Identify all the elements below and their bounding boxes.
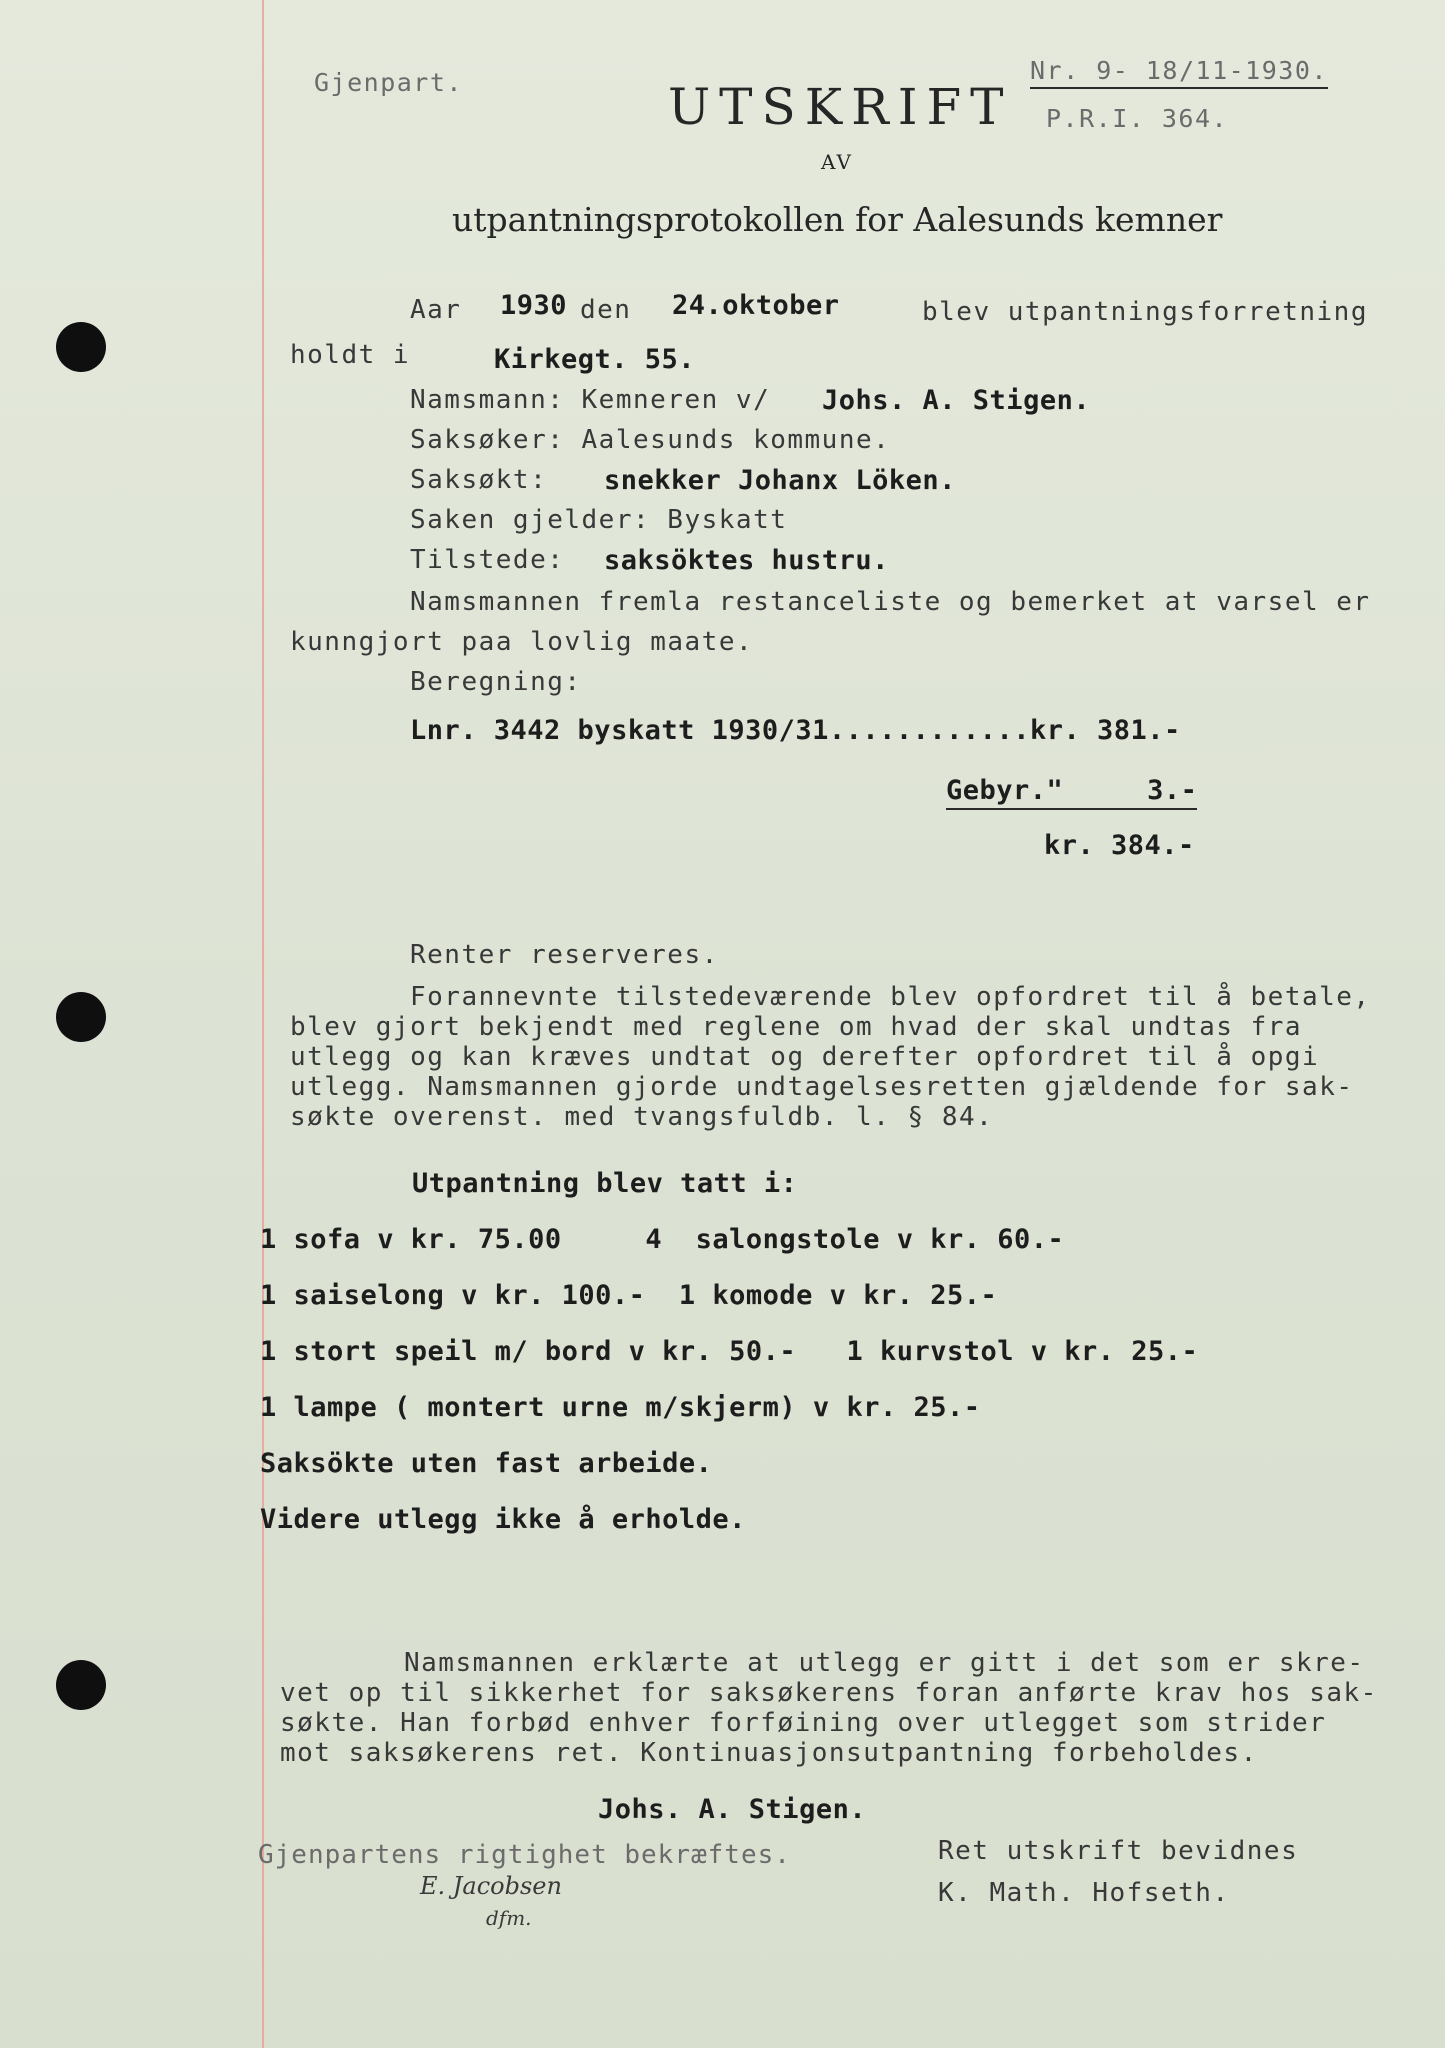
tilstede-value: saksöktes hustru. xyxy=(604,545,889,576)
den-label: den xyxy=(580,295,632,325)
saken-text: Saken gjelder: Byskatt xyxy=(410,505,788,535)
year-value: 1930 xyxy=(500,290,568,321)
signer-right: K. Math. Hofseth. xyxy=(938,1878,1230,1908)
blev-text: blev utpantningsforretning xyxy=(922,297,1368,327)
calculation-line: Lnr. 3442 byskatt 1930/31............kr. 381.- xyxy=(410,715,1181,746)
date-value: 24.oktober xyxy=(672,290,840,321)
paragraph2-line6: søkte overenst. med tvangsfuldb. l. § 84. xyxy=(290,1102,994,1132)
seizure-item: Saksökte uten fast arbeide. xyxy=(260,1448,713,1479)
paragraph3-line2: vet op til sikkerhet for saksøkerens foran anførte krav hos sak- xyxy=(280,1678,1378,1708)
paragraph3-line3: søkte. Han forbød enhver forføining over utlegget som strider xyxy=(280,1708,1327,1738)
reference-code: P.R.I. 364. xyxy=(1046,104,1229,133)
tilstede-label: Tilstede: xyxy=(410,545,565,575)
namsmann-signature: Johs. A. Stigen. xyxy=(598,1794,867,1825)
reference-number: Nr. 9- 18/11-1930. xyxy=(1030,56,1328,89)
seizure-item: Videre utlegg ikke å erholde. xyxy=(260,1504,746,1535)
saksokt-value: snekker Johanx Löken. xyxy=(604,465,956,496)
seizure-item: 1 stort speil m/ bord v kr. 50.- 1 kurvstol v kr. 25.- xyxy=(260,1336,1199,1367)
paragraph3-line1: Namsmannen erklærte at utlegg er gitt i det som er skre- xyxy=(404,1648,1365,1678)
handwritten-signature: E. Jacobsen xyxy=(420,1872,562,1900)
red-margin-line xyxy=(262,0,264,2048)
seizure-heading: Utpantning blev tatt i: xyxy=(412,1168,798,1199)
seizure-item: 1 sofa v kr. 75.00 4 salongstole v kr. 60.- xyxy=(260,1224,1065,1255)
paragraph1-line1: Namsmannen fremla restanceliste og bemerket at varsel er xyxy=(410,587,1371,617)
punch-hole-bottom xyxy=(56,1660,106,1710)
gebyr-line: Gebyr." 3.- xyxy=(946,775,1197,810)
holdt-label: holdt i xyxy=(290,340,411,370)
location-value: Kirkegt. 55. xyxy=(494,344,696,375)
aar-label: Aar xyxy=(410,295,462,325)
confirmation-right: Ret utskrift bevidnes xyxy=(938,1836,1299,1866)
paragraph2-line2: Forannevnte tilstedeværende blev opfordret til å betale, xyxy=(410,982,1371,1012)
confirmation-left: Gjenpartens rigtighet bekræftes. xyxy=(258,1840,791,1870)
namsmann-value: Johs. A. Stigen. xyxy=(822,385,1091,416)
seizure-item: 1 lampe ( montert urne m/skjerm) v kr. 25.- xyxy=(260,1392,981,1423)
seizure-item: 1 saiselong v kr. 100.- 1 komode v kr. 25.- xyxy=(260,1280,998,1311)
saksokt-label: Saksøkt: xyxy=(410,465,548,495)
handwritten-title: dfm. xyxy=(486,1906,532,1930)
paragraph1-line2: kunngjort paa lovlig maate. xyxy=(290,627,754,657)
paragraph2-line5: utlegg. Namsmannen gjorde undtagelsesretten gjældende for sak- xyxy=(290,1072,1354,1102)
av-label: AV xyxy=(821,150,853,174)
paragraph2-line1: Renter reserveres. xyxy=(410,940,719,970)
copy-label: Gjenpart. xyxy=(314,68,463,97)
paragraph1-line3: Beregning: xyxy=(410,667,582,697)
namsmann-label: Namsmann: Kemneren v/ xyxy=(410,385,771,415)
saksoker-text: Saksøker: Aalesunds kommune. xyxy=(410,425,891,455)
punch-hole-top xyxy=(56,322,106,372)
paragraph2-line3: blev gjort bekjendt med reglene om hvad der skal undtas fra xyxy=(290,1012,1303,1042)
paragraph2-line4: utlegg og kan kræves undtat og derefter opfordret til å opgi xyxy=(290,1042,1320,1072)
total-line: kr. 384.- xyxy=(1044,830,1195,861)
document-title: UTSKRIFT xyxy=(668,78,1013,136)
document-subtitle: utpantningsprotokollen for Aalesunds kemner xyxy=(452,200,1223,239)
paragraph3-line4: mot saksøkerens ret. Kontinuasjonsutpantning forbeholdes. xyxy=(280,1738,1258,1768)
punch-hole-middle xyxy=(56,992,106,1042)
